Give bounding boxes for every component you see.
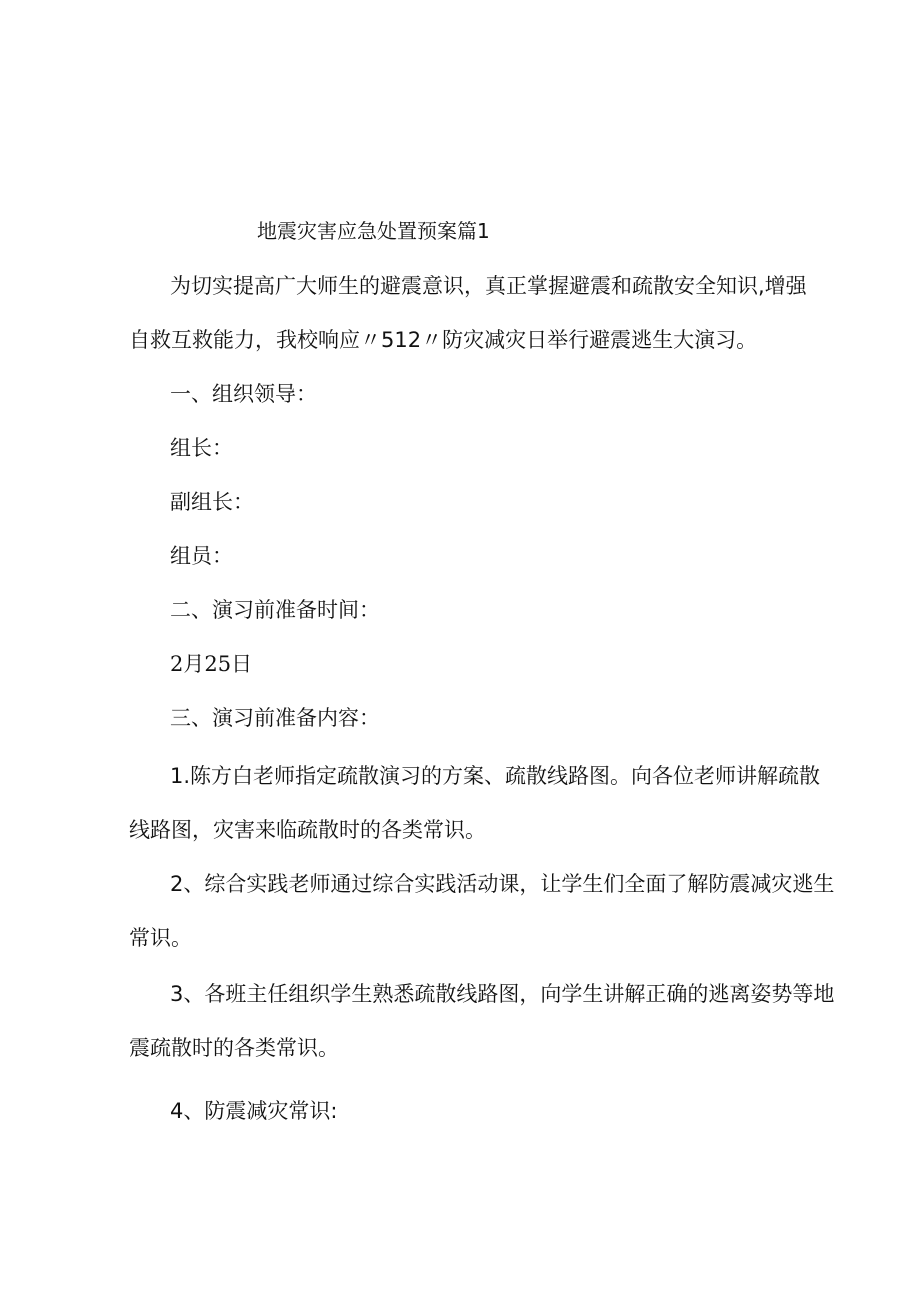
members-label: 组员： (170, 544, 233, 568)
prep-date: 2月25日 (170, 652, 253, 676)
leader-label: 组长： (170, 436, 233, 460)
item-2-line-2: 常识。 (129, 926, 192, 950)
item-3-line-2: 震疏散时的各类常识。 (129, 1036, 339, 1060)
deputy-leader-label: 副组长： (170, 490, 254, 514)
item-2-line-1: 2、综合实践老师通过综合实践活动课，让学生们全面了解防震减灾逃生 (170, 872, 835, 896)
section-heading-organization: 一、组织领导： (170, 382, 317, 406)
item-1-line-2: 线路图，灾害来临疏散时的各类常识。 (129, 818, 486, 842)
intro-line-2: 自救互救能力，我校响应〃512〃防灾减灾日举行避震逃生大演习。 (129, 328, 758, 352)
section-heading-prep-time: 二、演习前准备时间： (170, 598, 380, 622)
intro-line-1: 为切实提高广大师生的避震意识，真正掌握避震和疏散安全知识,增强 (170, 274, 807, 298)
document-title: 地震灾害应急处置预案篇1 (257, 219, 490, 243)
section-heading-prep-content: 三、演习前准备内容： (170, 706, 380, 730)
item-3-line-1: 3、各班主任组织学生熟悉疏散线路图，向学生讲解正确的逃离姿势等地 (170, 982, 835, 1006)
item-4-line-1: 4、防震减灾常识: (170, 1099, 338, 1123)
item-1-line-1: 1.陈方白老师指定疏散演习的方案、疏散线路图。向各位老师讲解疏散 (170, 764, 821, 788)
